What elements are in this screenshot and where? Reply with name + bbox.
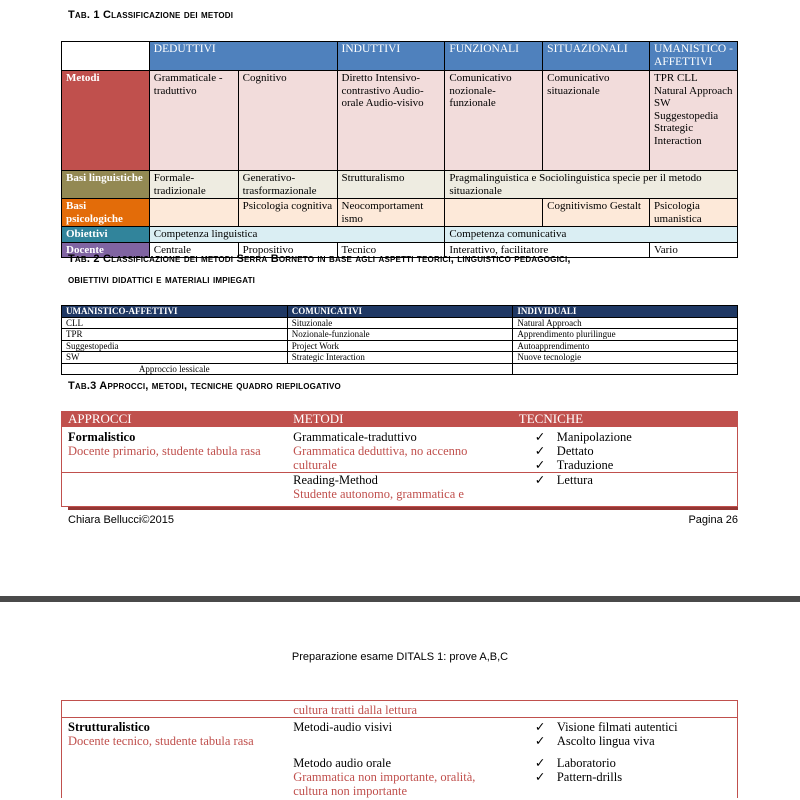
header-induttivi: INDUTTIVI bbox=[337, 42, 445, 71]
table-row bbox=[62, 473, 738, 507]
table-row bbox=[62, 329, 738, 341]
cell: Autoapprendimento bbox=[513, 340, 738, 352]
tecniche-cell bbox=[513, 427, 738, 473]
row-label-metodi: Metodi bbox=[62, 71, 150, 171]
metodo-note: cultura tratti dalla lettura bbox=[293, 703, 418, 717]
cell: Psicologia umanistica bbox=[650, 199, 738, 227]
row-obiettivi bbox=[62, 227, 738, 243]
list-item: ✓ Traduzione bbox=[534, 458, 614, 472]
approaches-summary-table bbox=[61, 411, 738, 507]
header-approcci: APPROCCI bbox=[62, 412, 288, 428]
approccio-cell bbox=[62, 427, 288, 473]
metodo-name: Metodi-audio visivi bbox=[293, 720, 393, 734]
page-header: Preparazione esame DITALS 1: prove A,B,C bbox=[291, 651, 509, 663]
table3-header-row bbox=[62, 412, 738, 428]
cell: Propositivo bbox=[238, 242, 337, 258]
list-item: ✓ Manipolazione bbox=[534, 430, 632, 444]
cell: Project Work bbox=[287, 340, 513, 352]
table-row bbox=[62, 363, 738, 375]
row-label-basi-linguistiche: Basi linguistiche bbox=[62, 171, 150, 199]
cell: Generativo-trasformazionale bbox=[238, 171, 337, 199]
metodo-name: Reading-Method bbox=[293, 473, 378, 487]
cell: Suggestopedia bbox=[62, 340, 288, 352]
header-individuali: INDIVIDUALI bbox=[513, 306, 738, 318]
table2-caption-line1: Tab. 2 Classificazione dei metodi Serra Borneto in base agli aspetti teorici, linguistico pedagogici, bbox=[68, 253, 571, 265]
cell: Centrale bbox=[149, 242, 238, 258]
approccio-note: Docente primario, studente tabula rasa bbox=[68, 444, 261, 458]
cell: Tecnico bbox=[337, 242, 445, 258]
table2-caption-line2: obiettivi didattici e materiali impiegati bbox=[68, 274, 256, 286]
cell bbox=[62, 748, 288, 798]
row-basi-psicologiche bbox=[62, 199, 738, 227]
metodo-note: Grammatica non importante, oralità, cultura non importante bbox=[293, 770, 476, 798]
table1-caption: Tab. 1 Classificazione dei metodi bbox=[68, 9, 234, 21]
cell: Strutturalismo bbox=[337, 171, 445, 199]
list-item: ✓ Dettato bbox=[534, 444, 594, 458]
cell: TPR CLL Natural Approach SW Suggestopedia Strategic Interaction bbox=[650, 71, 738, 171]
approccio-name: Strutturalistico bbox=[68, 720, 150, 734]
cell: Approccio lessicale bbox=[62, 363, 513, 375]
serra-borneto-table bbox=[61, 305, 738, 375]
metodo-cell bbox=[287, 718, 513, 749]
table3-caption: Tab.3 Approcci, metodi, tecniche quadro riepilogativo bbox=[68, 380, 341, 392]
row-basi-linguistiche bbox=[62, 171, 738, 199]
cell: Diretto Intensivo-contrastivo Audio-orale Audio-visivo bbox=[337, 71, 445, 171]
cell bbox=[513, 363, 738, 375]
cell: Comunicativo nozionale-funzionale bbox=[445, 71, 543, 171]
cell: Pragmalinguistica e Sociolinguistica specie per il metodo situazionale bbox=[445, 171, 738, 199]
cell bbox=[62, 701, 288, 718]
cell: Interattivo, facilitatore bbox=[445, 242, 650, 258]
header-funzionali: FUNZIONALI bbox=[445, 42, 543, 71]
row-metodi bbox=[62, 71, 738, 171]
list-item: ✓ Laboratorio bbox=[534, 756, 616, 770]
list-item: ✓ Lettura bbox=[534, 473, 593, 487]
cell: Competenza linguistica bbox=[149, 227, 445, 243]
check-icon: ✓ bbox=[534, 473, 546, 487]
cell: Nuove tecnologie bbox=[513, 352, 738, 364]
cell bbox=[149, 199, 238, 227]
footer-author: Chiara Bellucci©2015 bbox=[68, 514, 174, 526]
list-item: ✓ Ascolto lingua viva bbox=[534, 734, 655, 748]
footer-rule bbox=[68, 507, 738, 510]
tecniche-cell bbox=[513, 473, 738, 507]
metodo-cell bbox=[287, 473, 513, 507]
check-icon: ✓ bbox=[534, 720, 546, 734]
cell: Vario bbox=[650, 242, 738, 258]
cell: Formale-tradizionale bbox=[149, 171, 238, 199]
cell: Cognitivo bbox=[238, 71, 337, 171]
approccio-cell bbox=[62, 718, 288, 749]
header-metodi: METODI bbox=[287, 412, 513, 428]
cell bbox=[62, 473, 288, 507]
cell: Situzionale bbox=[287, 317, 513, 329]
cell: Apprendimento plurilingue bbox=[513, 329, 738, 341]
cell: Grammaticale -traduttivo bbox=[149, 71, 238, 171]
header-comunicativi: COMUNICATIVI bbox=[287, 306, 513, 318]
table-row bbox=[62, 748, 738, 798]
cell: CLL bbox=[62, 317, 288, 329]
approccio-note: Docente tecnico, studente tabula rasa bbox=[68, 734, 254, 748]
row-label-docente: Docente bbox=[62, 242, 150, 258]
header-umanistico-affettivi: UMANISTICO-AFFETTIVI bbox=[62, 306, 288, 318]
table2-header-row bbox=[62, 306, 738, 318]
list-item: ✓ Visione filmati autentici bbox=[534, 720, 678, 734]
approccio-name: Formalistico bbox=[68, 430, 136, 444]
header-deduttivi: DEDUTTIVI bbox=[149, 42, 337, 71]
tecniche-cell bbox=[513, 748, 738, 798]
list-item: ✓ Pattern-drills bbox=[534, 770, 623, 784]
table-row bbox=[62, 317, 738, 329]
row-label-basi-psicologiche: Basi psicologiche bbox=[62, 199, 150, 227]
cell: Natural Approach bbox=[513, 317, 738, 329]
check-icon: ✓ bbox=[534, 444, 546, 458]
header-situazionali: SITUAZIONALI bbox=[543, 42, 650, 71]
check-icon: ✓ bbox=[534, 430, 546, 444]
metodo-name: Metodo audio orale bbox=[293, 756, 392, 770]
footer-page-number: Pagina 26 bbox=[688, 514, 738, 526]
check-icon: ✓ bbox=[534, 770, 546, 784]
tecniche-cell bbox=[513, 718, 738, 749]
table-row bbox=[62, 701, 738, 718]
check-icon: ✓ bbox=[534, 756, 546, 770]
table-row bbox=[62, 352, 738, 364]
check-icon: ✓ bbox=[534, 734, 546, 748]
table1-header-row bbox=[62, 42, 738, 71]
document-page-27 bbox=[0, 602, 800, 800]
cell bbox=[513, 701, 738, 718]
row-label-obiettivi: Obiettivi bbox=[62, 227, 150, 243]
cell: Cognitivismo Gestalt bbox=[543, 199, 650, 227]
table-row bbox=[62, 718, 738, 749]
cell: Competenza comunicativa bbox=[445, 227, 738, 243]
cell: Strategic Interaction bbox=[287, 352, 513, 364]
cell: TPR bbox=[62, 329, 288, 341]
table-row bbox=[62, 427, 738, 473]
cell bbox=[445, 199, 543, 227]
metodo-note: Studente autonomo, grammatica e bbox=[293, 487, 464, 501]
cell: Psicologia cognitiva bbox=[238, 199, 337, 227]
metodo-cell bbox=[287, 427, 513, 473]
header-umanistico: UMANISTICO -AFFETTIVI bbox=[650, 42, 738, 71]
check-icon: ✓ bbox=[534, 458, 546, 472]
table-row bbox=[62, 340, 738, 352]
methods-classification-table bbox=[61, 41, 738, 258]
cell: Nozionale-funzionale bbox=[287, 329, 513, 341]
cell: Comunicativo situazionale bbox=[543, 71, 650, 171]
metodo-cell bbox=[287, 748, 513, 798]
metodo-name: Grammaticale-traduttivo bbox=[293, 430, 417, 444]
cell: Neocomportament ismo bbox=[337, 199, 445, 227]
approaches-summary-table-continued bbox=[61, 700, 738, 798]
cell: SW bbox=[62, 352, 288, 364]
metodo-note: Grammatica deduttiva, no accenno culturale bbox=[293, 444, 468, 472]
header-tecniche: TECNICHE bbox=[513, 412, 738, 428]
